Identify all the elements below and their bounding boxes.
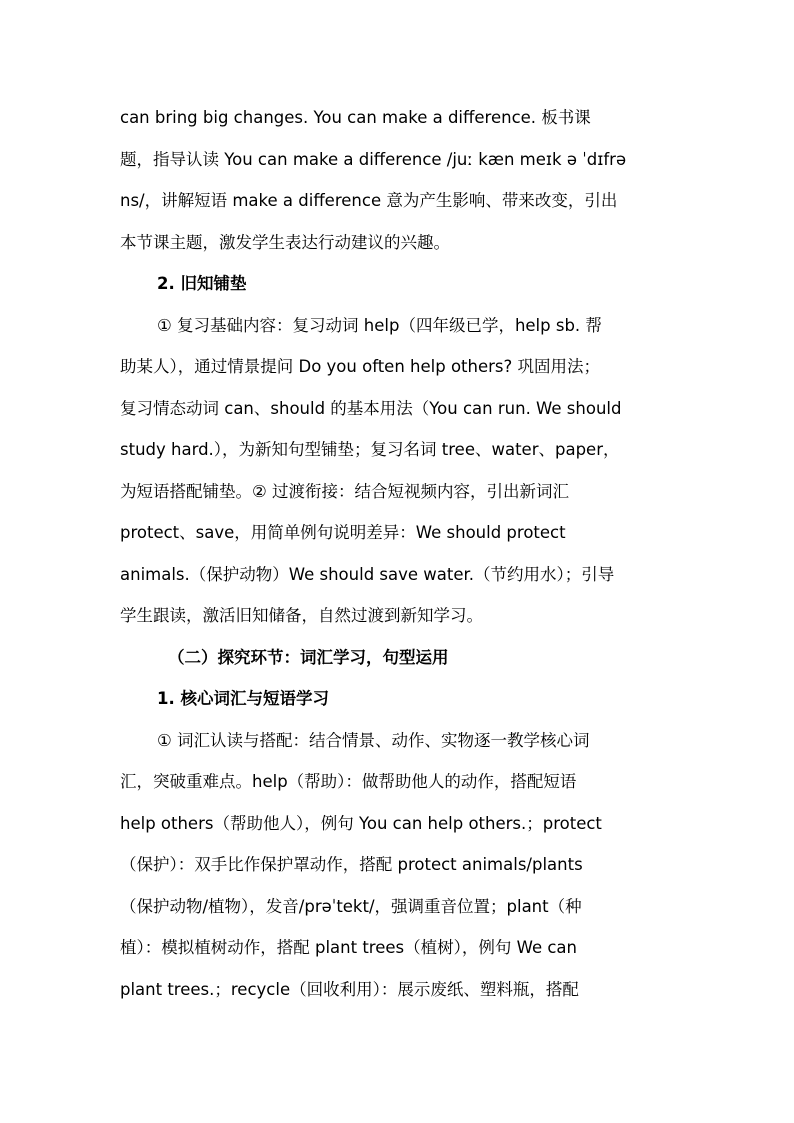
paragraph-line: 植）：模拟植树动作，搭配 plant trees（植树），例句 We can — [120, 938, 578, 957]
paragraph-line: （保护）：双手比作保护罩动作，搭配 protect animals/plants — [120, 855, 583, 874]
paragraph-line: 题，指导认读 You can make a difference /juː kæn meɪk ə ˈdɪfrə — [120, 149, 627, 169]
paragraph-line: ns/，讲解短语 make a difference 意为产生影响、带来改变，引出 — [120, 191, 618, 210]
section-heading: 2. 旧知铺垫 — [157, 274, 247, 293]
paragraph-line: animals.（保护动物）We should save water.（节约用水）；引导 — [120, 564, 615, 584]
section-heading: 1. 核心词汇与短语学习 — [157, 689, 329, 708]
paragraph-line: 助某人），通过情景提问 Do you often help others? 巩固用法； — [120, 357, 601, 376]
paragraph-line: （保护动物/植物），发音/prəˈtekt/，强调重音位置；plant（种 — [120, 896, 582, 916]
paragraph-line: 汇，突破重难点。help（帮助）：做帮助他人的动作，搭配短语 — [120, 772, 577, 791]
paragraph-line: help others（帮助他人），例句 You can help others.；protect — [120, 813, 602, 833]
section-heading: （二）探究环节：词汇学习，句型运用 — [168, 647, 449, 667]
paragraph-line: protect、save，用简单例句说明差异：We should protect — [120, 523, 566, 542]
paragraph-line: 学生跟读，激活旧知储备，自然过渡到新知学习。 — [120, 606, 483, 625]
paragraph-line: 复习情态动词 can、should 的基本用法（You can run. We should — [120, 398, 622, 418]
paragraph-line: plant trees.；recycle（回收利用）：展示废纸、塑料瓶，搭配 — [120, 979, 579, 999]
document-body — [120, 101, 676, 1014]
paragraph-line: 本节课主题，激发学生表达行动建议的兴趣。 — [120, 232, 450, 252]
paragraph-line: study hard.），为新知句型铺垫；复习名词 tree、water、paper， — [120, 440, 620, 459]
paragraph-line: 为短语搭配铺垫。② 过渡衔接：结合短视频内容，引出新词汇 — [120, 481, 570, 501]
paragraph-line: ① 复习基础内容：复习动词 help（四年级已学，help sb. 帮 — [157, 315, 602, 335]
paragraph-line: can bring big changes. You can make a difference. 板书课 — [120, 108, 591, 127]
paragraph-line: ① 词汇认读与搭配：结合情景、动作、实物逐一教学核心词 — [157, 730, 590, 750]
